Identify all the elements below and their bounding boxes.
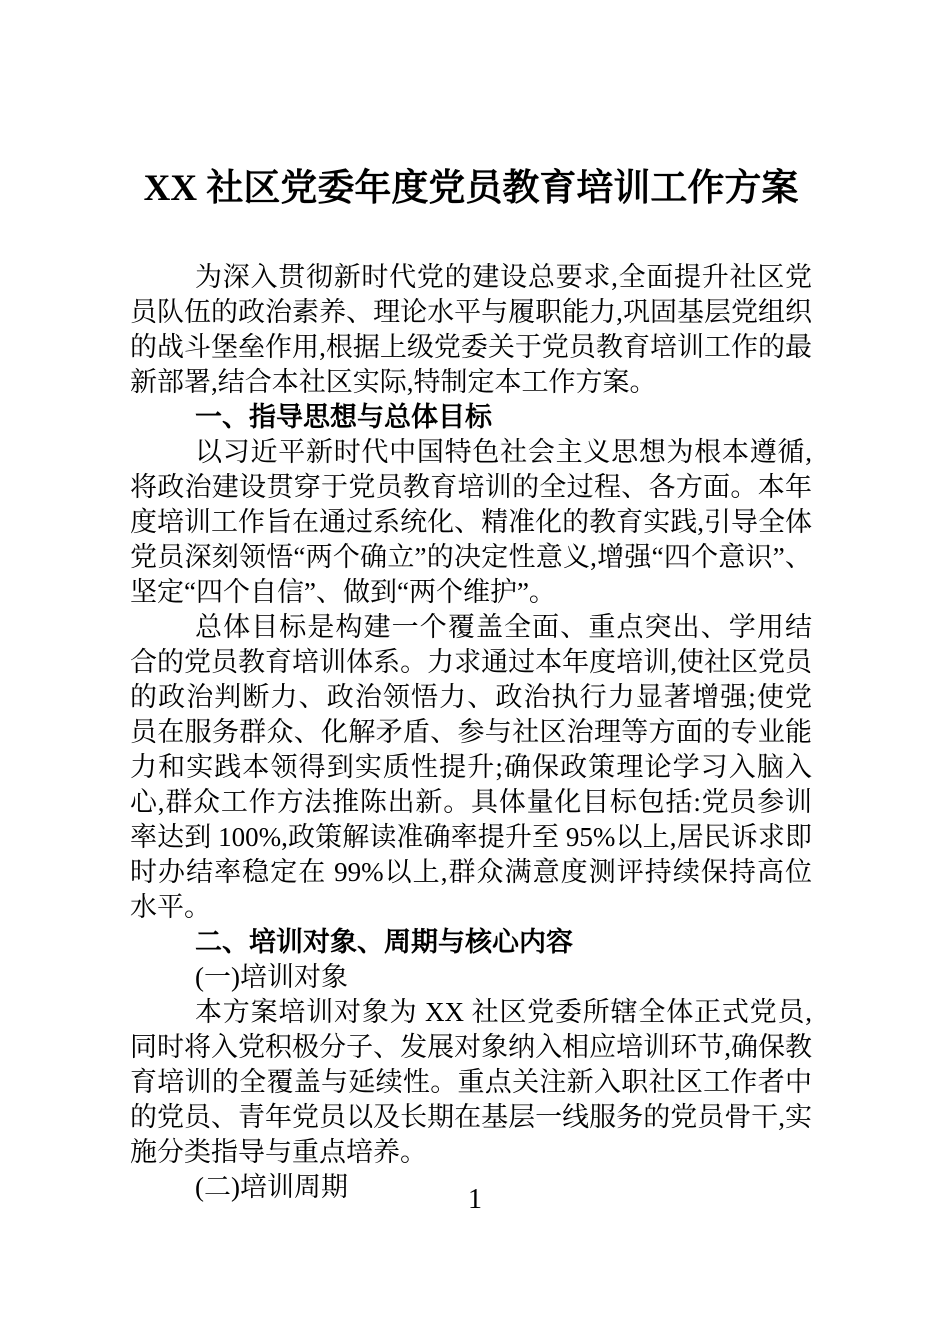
document-title: XX 社区党委年度党员教育培训工作方案: [143, 168, 799, 209]
section-heading: 一、指导思想与总体目标: [195, 402, 492, 432]
document-body: [130, 260, 812, 1205]
section-subheading: (二)培训周期: [195, 1172, 348, 1202]
paragraph: 以习近平新时代中国特色社会主义思想为根本遵循,将政治建设贯穿于党员教育培训的全过程、各方面。本年度培训工作旨在通过系统化、精准化的教育实践,引导全体党员深刻领悟“两个确立”的决定性意义,增强“四个意识”、坚定“四个自信”、做到“两个维护”。: [130, 437, 812, 607]
section-heading: 二、培训对象、周期与核心内容: [195, 927, 573, 957]
page-number: 1: [468, 1184, 482, 1215]
paragraph: 本方案培训对象为 XX 社区党委所辖全体正式党员,同时将入党积极分子、发展对象纳入相应培训环节,确保教育培训的全覆盖与延续性。重点关注新入职社区工作者中的党员、青年党员以及长期在基层一线服务的党员骨干,实施分类指导与重点培养。: [130, 997, 812, 1167]
paragraph: 为深入贯彻新时代党的建设总要求,全面提升社区党员队伍的政治素养、理论水平与履职能力,巩固基层党组织的战斗堡垒作用,根据上级党委关于党员教育培训工作的最新部署,结合本社区实际,特制定本工作方案。: [130, 262, 812, 397]
paragraph: 总体目标是构建一个覆盖全面、重点突出、学用结合的党员教育培训体系。力求通过本年度培训,使社区党员的政治判断力、政治领悟力、政治执行力显著增强;使党员在服务群众、化解矛盾、参与社区治理等方面的专业能力和实践本领得到实质性提升;确保政策理论学习入脑入心,群众工作方法推陈出新。具体量化目标包括:党员参训率达到 100%,政策解读准确率提升至 95%以上,居民诉求即时办结率稳定在 99%以上,群众满意度测评持续保持高位水平。: [130, 612, 812, 922]
section-subheading: (一)培训对象: [195, 962, 348, 992]
